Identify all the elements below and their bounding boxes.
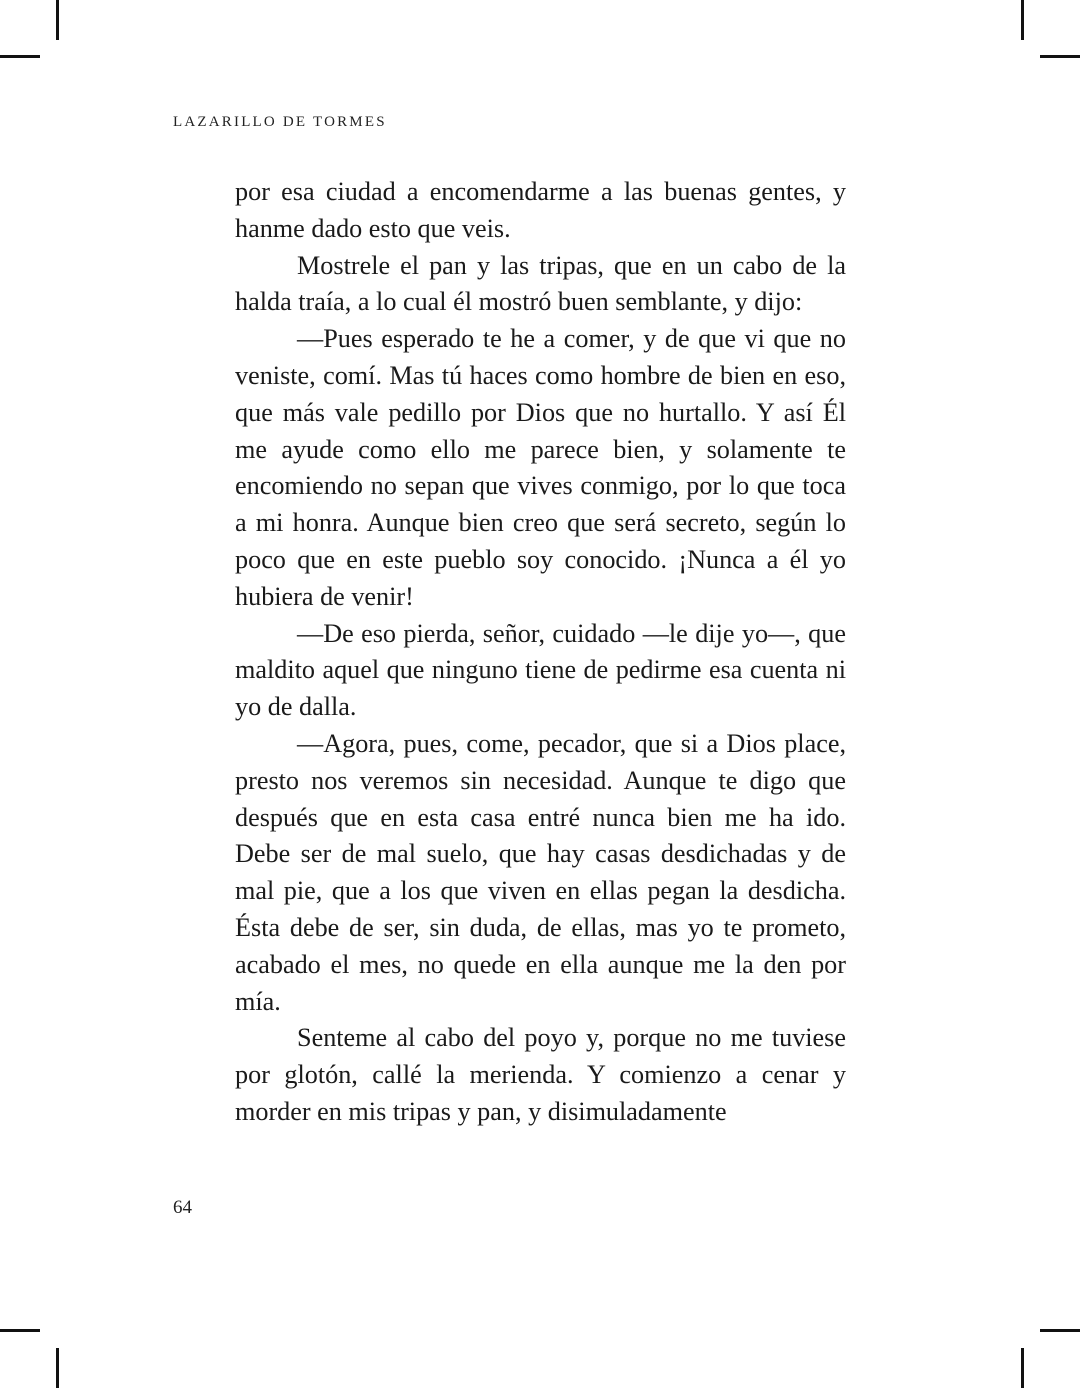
paragraph-narration: Mostrele el pan y las tripas, que en un cabo de la halda traía, a lo cual él mostró buen semblante, y dijo: [235, 250, 846, 317]
crop-mark-bottom-right-vertical [1021, 1348, 1024, 1388]
paragraph-dialogue: —De eso pierda, señor, cuidado —le dije yo—, que maldito aquel que ninguno tiene de pedirme esa cuenta ni yo de dalla. [235, 618, 846, 722]
crop-mark-bottom-left-horizontal [0, 1329, 40, 1332]
paragraph-continued: por esa ciudad a encomendarme a las buenas gentes, y hanme dado esto que veis. [235, 177, 846, 243]
crop-mark-top-right-horizontal [1040, 55, 1080, 58]
paragraph-narration: Senteme al cabo del poyo y, porque no me tuviese por glotón, callé la merienda. Y comienzo a cenar y morder en mis tripas y pan, y disimuladamente [235, 1023, 846, 1126]
page-number: 64 [173, 1197, 192, 1218]
running-head: LAZARILLO DE TORMES [173, 114, 387, 130]
crop-mark-bottom-right-horizontal [1040, 1329, 1080, 1332]
crop-mark-top-left-vertical [56, 0, 59, 40]
paragraph-dialogue: —Agora, pues, come, pecador, que si a Dios place, presto nos veremos sin necesidad. Aunque te digo que después que en esta casa entré nunca bien me ha ido. Debe ser de mal suelo, que hay casas desdichadas y de mal pie, que a los que viven en ellas pegan la desdicha. Ésta debe de ser, sin duda, de ellas, mas yo te prometo, acabado el mes, no quede en ella aunque me la den por mía. [235, 728, 846, 1016]
paragraph-dialogue: —Pues esperado te he a comer, y de que vi que no veniste, comí. Mas tú haces como hombre de bien en eso, que más vale pedillo por Dios que no hurtallo. Y así Él me ayude como ello me parece bien, y solamente te encomiendo no sepan que vives conmigo, por lo que toca a mi honra. Aunque bien creo que será secreto, según lo poco que en este pueblo soy conocido. ¡Nunca a él yo hubiera de venir! [235, 324, 846, 611]
body-text [235, 174, 846, 1131]
crop-mark-top-left-horizontal [0, 55, 40, 58]
crop-mark-top-right-vertical [1021, 0, 1024, 40]
crop-mark-bottom-left-vertical [56, 1348, 59, 1388]
